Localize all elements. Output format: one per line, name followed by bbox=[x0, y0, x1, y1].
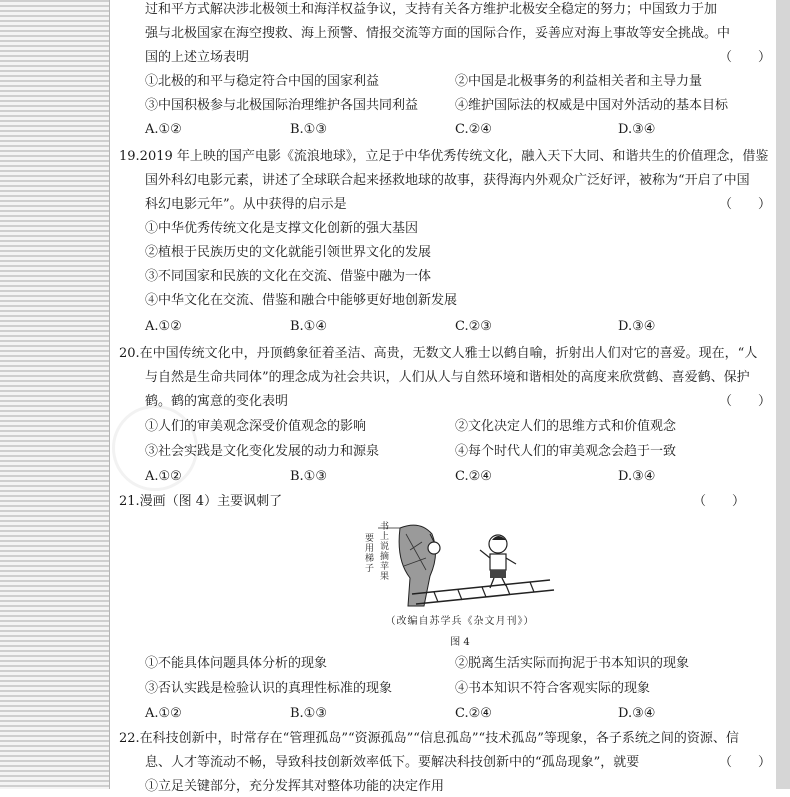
q20-text-line-3 bbox=[145, 392, 775, 412]
cartoon-label-ladder: 要用梯子 bbox=[365, 534, 375, 574]
q21-text-line bbox=[119, 492, 775, 512]
q19-text-line-3 bbox=[145, 195, 775, 215]
q20-choice-c[interactable]: C.②④ bbox=[455, 469, 492, 484]
q21-statements-row-2 bbox=[145, 679, 775, 699]
q21-answer-bracket[interactable]: （ ） bbox=[692, 494, 745, 509]
q18-choice-c[interactable]: C.②④ bbox=[455, 122, 492, 137]
q20-statement-1: ①人们的审美观念深受价值观念的影响 bbox=[145, 419, 367, 434]
q20-text-line-1: 20.在中国传统文化中，丹顶鹤象征着圣洁、高贵，无数文人雅士以鹤自喻，折射出人们对它的喜爱。现在，“人 bbox=[119, 346, 758, 361]
cartoon-figure bbox=[360, 520, 560, 608]
q19-text-line-1: 19.2019 年上映的国产电影《流浪地球》，立足于中华优秀传统文化，融入天下大同、和谐共生的价值理念，借鉴 bbox=[119, 149, 769, 164]
cartoon-label-book: 书上说摘苹果 bbox=[380, 522, 390, 582]
q19-choice-c[interactable]: C.②③ bbox=[455, 319, 492, 334]
q20-text-line-2: 与自然是生命共同体”的理念成为社会共识，人们从人与自然环境和谐相处的高度来欣赏鹤、喜爱鹤、保护 bbox=[145, 370, 750, 385]
q19-statement-3: ③不同国家和民族的文化在交流、借鉴中融为一体 bbox=[145, 269, 432, 284]
q21-choice-c[interactable]: C.②④ bbox=[455, 706, 492, 721]
q18-statement-4: ④维护国际法的权威是中国对外活动的基本目标 bbox=[455, 98, 729, 113]
q21-choice-a[interactable]: A.①② bbox=[145, 706, 182, 721]
q21-statement-1: ①不能具体问题具体分析的现象 bbox=[145, 656, 328, 671]
q21-choices bbox=[145, 704, 775, 724]
q18-answer-bracket[interactable]: （ ） bbox=[718, 50, 771, 65]
q20-stem-end: 鹤。鹤的寓意的变化表明 bbox=[145, 394, 289, 409]
q19-statement-1: ①中华优秀传统文化是支撑文化创新的强大基因 bbox=[145, 221, 419, 236]
left-stripe-margin bbox=[0, 0, 110, 789]
q20-statement-3: ③社会实践是文化变化发展的动力和源泉 bbox=[145, 444, 380, 459]
q19-choice-d[interactable]: D.③④ bbox=[618, 319, 656, 334]
q19-choices bbox=[145, 317, 775, 337]
q22-text-line-1: 22.在科技创新中，时常存在“管理孤岛”“资源孤岛”“信息孤岛”“技术孤岛”等现象，各子系统之间的资源、信 bbox=[119, 731, 739, 746]
q18-text-line-1: 过和平方式解决涉北极领土和海洋权益争议，支持有关各方维护北极安全稳定的努力；中国致力于加 bbox=[145, 2, 718, 17]
q18-choice-a[interactable]: A.①② bbox=[145, 122, 182, 137]
q21-statement-3: ③否认实践是检验认识的真理性标准的现象 bbox=[145, 681, 393, 696]
right-scrollbar-track[interactable] bbox=[776, 0, 790, 789]
q21-statement-4: ④书本知识不符合客观实际的现象 bbox=[455, 681, 651, 696]
q18-text-line-2: 强与北极国家在海空搜救、海上预警、情报交流等方面的国际合作，妥善应对海上事故等安全挑战。中 bbox=[145, 26, 731, 41]
q20-statement-2: ②文化决定人们的思维方式和价值观念 bbox=[455, 419, 677, 434]
q19-stem-end: 科幻电影元年”。从中获得的启示是 bbox=[145, 197, 347, 212]
q22-text-line-2 bbox=[145, 753, 775, 773]
q20-answer-bracket[interactable]: （ ） bbox=[718, 394, 771, 409]
exam-page bbox=[119, 0, 775, 794]
q20-choice-a[interactable]: A.①② bbox=[145, 469, 182, 484]
q20-statements-row-2 bbox=[145, 442, 775, 462]
figure-number: 图 4 bbox=[450, 637, 470, 648]
q18-statements-row-1 bbox=[145, 72, 775, 92]
q22-stem-end: 息、人才等流动不畅，导致科技创新效率低下。要解决科技创新中的“孤岛现象”，就要 bbox=[145, 755, 640, 770]
q19-choice-b[interactable]: B.①④ bbox=[290, 319, 327, 334]
q21-choice-d[interactable]: D.③④ bbox=[618, 706, 656, 721]
q21-stem: 21.漫画（图 4）主要讽刺了 bbox=[119, 494, 283, 509]
q18-stem-end: 国的上述立场表明 bbox=[145, 50, 250, 65]
q19-statement-4: ④中华文化在交流、借鉴和融合中能够更好地创新发展 bbox=[145, 293, 458, 308]
q18-statement-3: ③中国积极参与北极国际治理维护各国共同利益 bbox=[145, 98, 419, 113]
q18-choices bbox=[145, 120, 775, 140]
q21-statement-2: ②脱离生活实际而拘泥于书本知识的现象 bbox=[455, 656, 690, 671]
q20-choices bbox=[145, 467, 775, 487]
q19-choice-a[interactable]: A.①② bbox=[145, 319, 182, 334]
q22-statement-1-partial: ①立足关键部分，充分发挥其对整体功能的决定作用 bbox=[145, 779, 445, 794]
q18-text-line-3 bbox=[145, 48, 775, 68]
figure-source: （改编自苏学兵《杂文月刊》） bbox=[385, 616, 535, 627]
q21-choice-b[interactable]: B.①③ bbox=[290, 706, 327, 721]
q18-choice-d[interactable]: D.③④ bbox=[618, 122, 656, 137]
q20-statement-4: ④每个时代人们的审美观念会趋于一致 bbox=[455, 444, 677, 459]
q19-text-line-2: 国外科幻电影元素，讲述了全球联合起来拯救地球的故事，获得海内外观众广泛好评，被称为“开启了中国 bbox=[145, 173, 750, 188]
q18-statement-2: ②中国是北极事务的利益相关者和主导力量 bbox=[455, 74, 703, 89]
q19-statement-2: ②植根于民族历史的文化就能引领世界文化的发展 bbox=[145, 245, 432, 260]
q18-statement-1: ①北极的和平与稳定符合中国的国家利益 bbox=[145, 74, 380, 89]
q20-choice-d[interactable]: D.③④ bbox=[618, 469, 656, 484]
q20-statements-row-1 bbox=[145, 417, 775, 437]
q22-answer-bracket[interactable]: （ ） bbox=[718, 755, 771, 770]
q20-choice-b[interactable]: B.①③ bbox=[290, 469, 327, 484]
q21-statements-row-1 bbox=[145, 654, 775, 674]
q18-statements-row-2 bbox=[145, 96, 775, 116]
q18-choice-b[interactable]: B.①③ bbox=[290, 122, 327, 137]
q19-answer-bracket[interactable]: （ ） bbox=[718, 197, 771, 212]
